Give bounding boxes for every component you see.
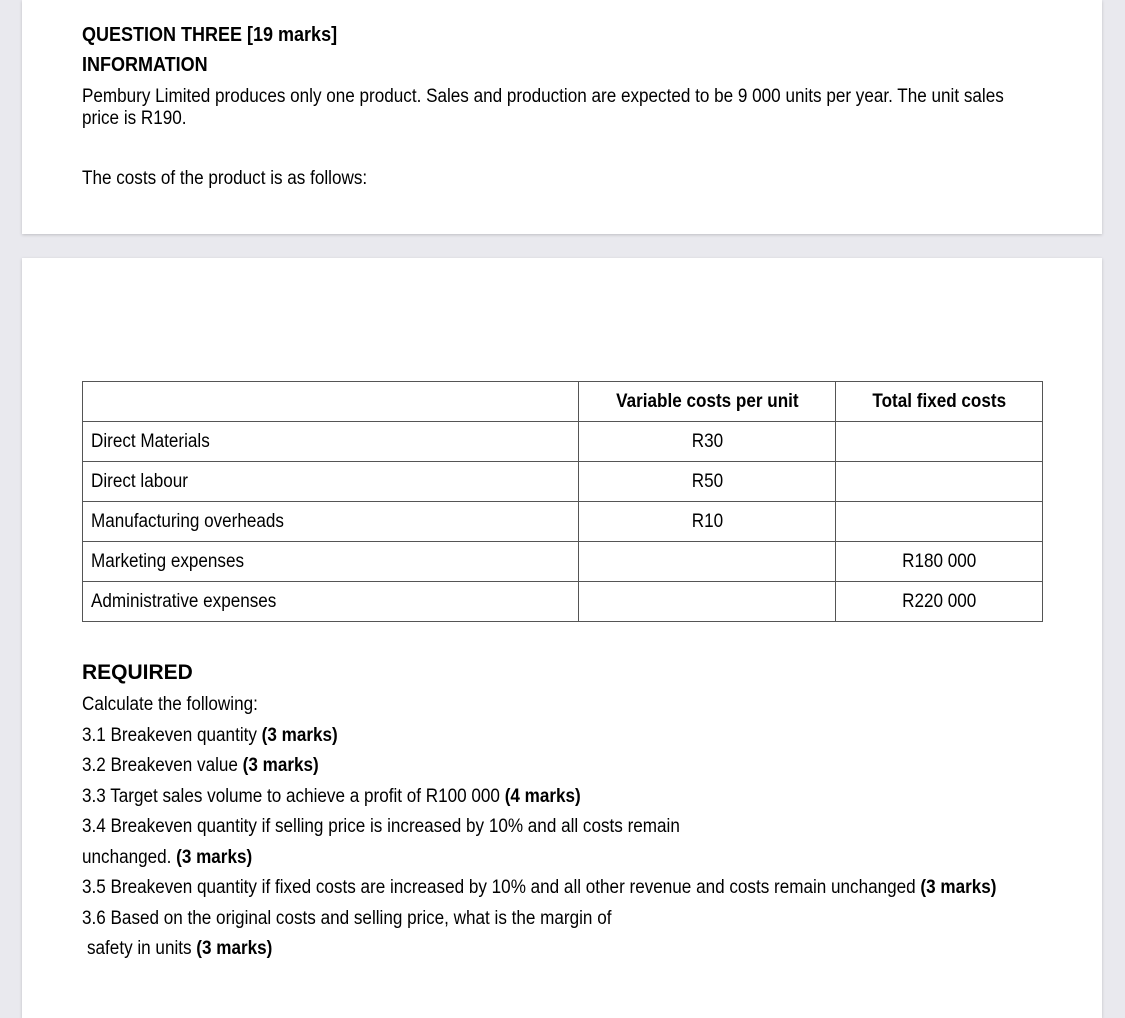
cell-fixed: R180 000 xyxy=(836,542,1043,582)
list-item-continuation: unchanged. (3 marks) xyxy=(82,846,253,868)
table-header-row xyxy=(83,382,1043,422)
header-cell-item xyxy=(83,382,579,422)
table-row xyxy=(83,582,1043,622)
table-row xyxy=(83,422,1043,462)
cell-item: Marketing expenses xyxy=(83,542,579,582)
required-intro: Calculate the following: xyxy=(82,694,258,715)
information-heading: INFORMATION xyxy=(82,54,208,76)
required-list xyxy=(82,690,1098,965)
cell-variable xyxy=(579,582,836,622)
marks-label: (3 marks) xyxy=(261,724,338,746)
cost-table xyxy=(82,381,1043,622)
marks-label: (3 marks) xyxy=(242,755,319,776)
cell-item: Manufacturing overheads xyxy=(83,502,579,542)
document-page-2 xyxy=(22,258,1102,1018)
cell-fixed xyxy=(836,462,1043,502)
cell-variable: R10 xyxy=(579,502,836,542)
costs-intro: The costs of the product is as follows: xyxy=(82,168,368,189)
table-row xyxy=(83,542,1043,582)
question-title: QUESTION THREE [19 marks] xyxy=(82,24,338,46)
cell-item: Direct Materials xyxy=(83,422,579,462)
marks-label: (4 marks) xyxy=(504,785,581,807)
marks-label: (3 marks) xyxy=(196,938,273,959)
list-item: 3.6 Based on the original costs and selling price, what is the margin of xyxy=(82,907,612,929)
list-item: 3.3 Target sales volume to achieve a profit of R100 000 (4 marks) xyxy=(82,785,581,807)
cell-variable xyxy=(579,542,836,582)
header-cell-fixed: Total fixed costs xyxy=(836,382,1043,422)
required-heading: REQUIRED xyxy=(82,661,193,684)
header-cell-variable: Variable costs per unit xyxy=(579,382,836,422)
list-item: 3.2 Breakeven value (3 marks) xyxy=(82,755,319,776)
marks-label: (3 marks) xyxy=(176,846,253,868)
list-item: 3.1 Breakeven quantity (3 marks) xyxy=(82,724,338,746)
cell-fixed: R220 000 xyxy=(836,582,1043,622)
list-item: 3.4 Breakeven quantity if selling price is increased by 10% and all costs remain xyxy=(82,816,680,837)
list-item: 3.5 Breakeven quantity if fixed costs are increased by 10% and all other revenue and costs remain unchanged (3 marks) xyxy=(82,877,997,898)
list-item-continuation: safety in units (3 marks) xyxy=(87,938,273,959)
cell-variable: R50 xyxy=(579,462,836,502)
marks-label: (3 marks) xyxy=(920,877,997,898)
cell-fixed xyxy=(836,422,1043,462)
table-row xyxy=(83,502,1043,542)
cell-item: Administrative expenses xyxy=(83,582,579,622)
table-row xyxy=(83,462,1043,502)
document-page-1 xyxy=(22,0,1102,234)
cell-fixed xyxy=(836,502,1043,542)
cell-item: Direct labour xyxy=(83,462,579,502)
cell-variable: R30 xyxy=(579,422,836,462)
information-paragraph: Pembury Limited produces only one product. Sales and production are expected to be 9 000 units per year. The unit sales price is R190. xyxy=(82,86,1004,129)
